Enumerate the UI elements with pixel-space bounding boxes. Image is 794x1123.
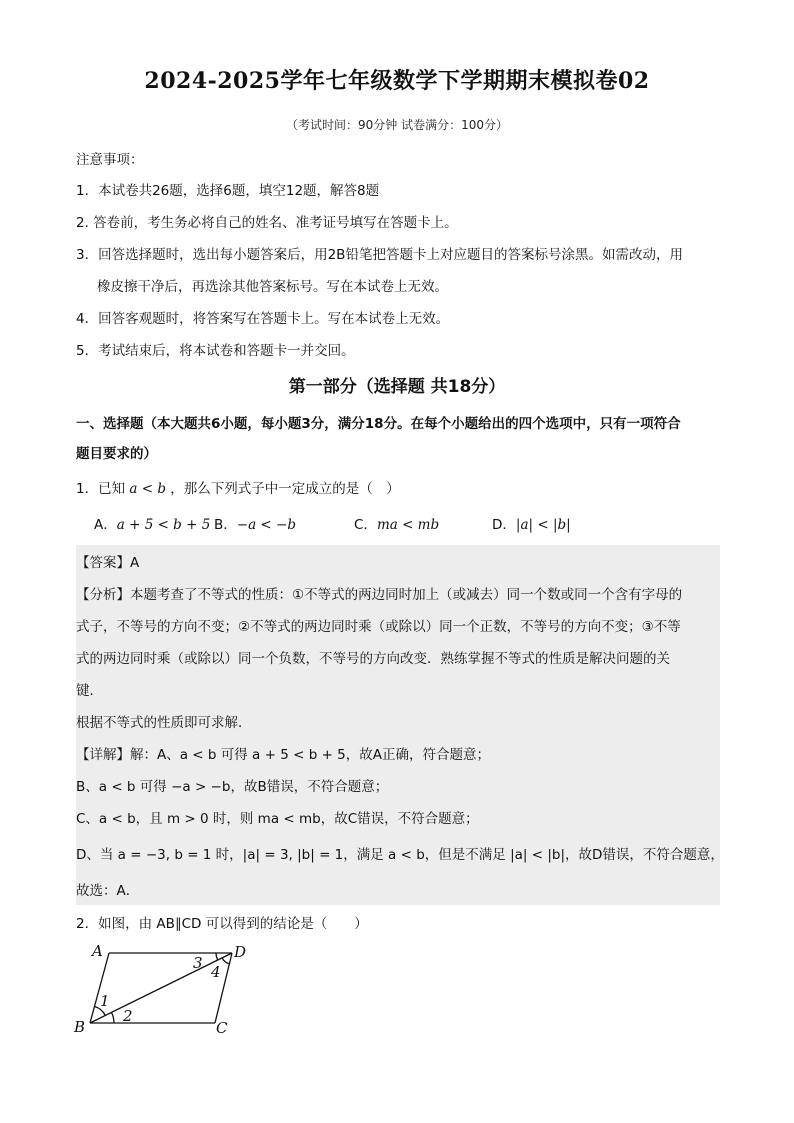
point-label-b: B (74, 1018, 86, 1036)
angle-arc-4 (222, 958, 229, 964)
option-label: D． (492, 517, 516, 533)
option-d[interactable] (492, 515, 571, 535)
question-1-suffix: ，那么下列式子中一定成立的是（ ） (170, 481, 400, 497)
option-expr: a + 5 < b + 5 (116, 517, 211, 533)
instruction-line: 题目要求的） (76, 446, 157, 462)
notes-heading: 注意事项： (76, 152, 144, 168)
angle-label-4: 4 (211, 963, 221, 981)
question-1-stem (76, 479, 400, 499)
method-line: 根据不等式的性质即可求解． (76, 715, 252, 731)
segment-ab (90, 953, 109, 1023)
detail-line: 【详解】解：A、a < b 可得 a + 5 < b + 5，故A正确，符合题意； (76, 747, 490, 763)
analysis-line: 【分析】本题考查了不等式的性质：①不等式的两边同时加上（或减去）同一个数或同一个含有字母的 (76, 587, 683, 603)
note-item: 2. 答卷前，考生务必将自己的姓名、准考证号填写在答题卡上。 (76, 215, 458, 231)
analysis-line: 键． (76, 683, 103, 699)
note-item: 4．回答客观题时，将答案写在答题卡上。写在本试卷上无效。 (76, 311, 450, 327)
option-a[interactable] (94, 515, 210, 535)
exam-info: （考试时间：90分钟 试卷满分：100分） (286, 118, 508, 132)
point-label-a: A (92, 942, 103, 960)
option-label: A． (94, 517, 117, 533)
analysis-line: 式的两边同时乘（或除以）同一个负数，不等号的方向改变．熟练掌握不等式的性质是解决问题的关 (76, 651, 670, 667)
analysis-line: 式子，不等号的方向不变；②不等式的两边同时乘（或除以）同一个正数，不等号的方向不变；③不等 (76, 619, 681, 635)
detail-line: B、a < b 可得 −a > −b，故B错误，不符合题意； (76, 779, 389, 795)
note-item: 橡皮擦干净后，再选涂其他答案标号。写在本试卷上无效。 (97, 279, 448, 295)
note-item: 5．考试结束后，将本试卷和答题卡一并交回。 (76, 343, 355, 359)
note-item: 3．回答选择题时，选出每小题答案后，用2B铅笔把答题卡上对应题目的答案标号涂黑。如需改动，用 (76, 247, 683, 263)
note-item: 1．本试卷共26题，选择6题，填空12题，解答8题 (76, 183, 380, 199)
instruction-line: 一、选择题（本大题共6小题，每小题3分，满分18分。在每个小题给出的四个选项中，只有一项符合 (76, 416, 681, 432)
option-expr: |a| < |b| (515, 517, 571, 533)
angle-arc-3 (216, 953, 218, 960)
detail-line: C、a < b，且 m > 0 时，则 ma < mb，故C错误，不符合题意； (76, 811, 479, 827)
option-b[interactable] (214, 515, 296, 535)
detail-line: D、当 a = −3, b = 1 时，|a| = 3, |b| = 1，满足 a < b，但是不满足 |a| < |b|，故D错误，不符合题意， (76, 847, 724, 863)
option-expr: ma < mb (376, 517, 440, 533)
angle-label-1: 1 (100, 992, 110, 1010)
choose-line: 故选：A． (76, 883, 140, 899)
point-label-c: C (216, 1019, 228, 1036)
page-title: 2024-2025学年七年级数学下学期期末模拟卷02 (144, 68, 650, 94)
angle-label-3: 3 (193, 954, 203, 972)
option-label: B． (214, 517, 237, 533)
question-1-prefix: 1．已知 (76, 481, 126, 497)
answer-line: 【答案】A (76, 555, 140, 571)
option-expr: −a < −b (236, 517, 296, 533)
question-1-condition: a < b (129, 481, 166, 497)
point-label-d: D (234, 943, 247, 961)
section-title: 第一部分（选择题 共18分） (288, 377, 506, 397)
angle-arc-2 (112, 1012, 115, 1023)
option-label: C． (354, 517, 377, 533)
parallelogram-figure (72, 940, 262, 1036)
angle-label-2: 2 (123, 1007, 133, 1025)
option-c[interactable] (354, 515, 439, 535)
question-2-stem: 2．如图，由 AB∥CD 可以得到的结论是（ ） (76, 916, 368, 932)
